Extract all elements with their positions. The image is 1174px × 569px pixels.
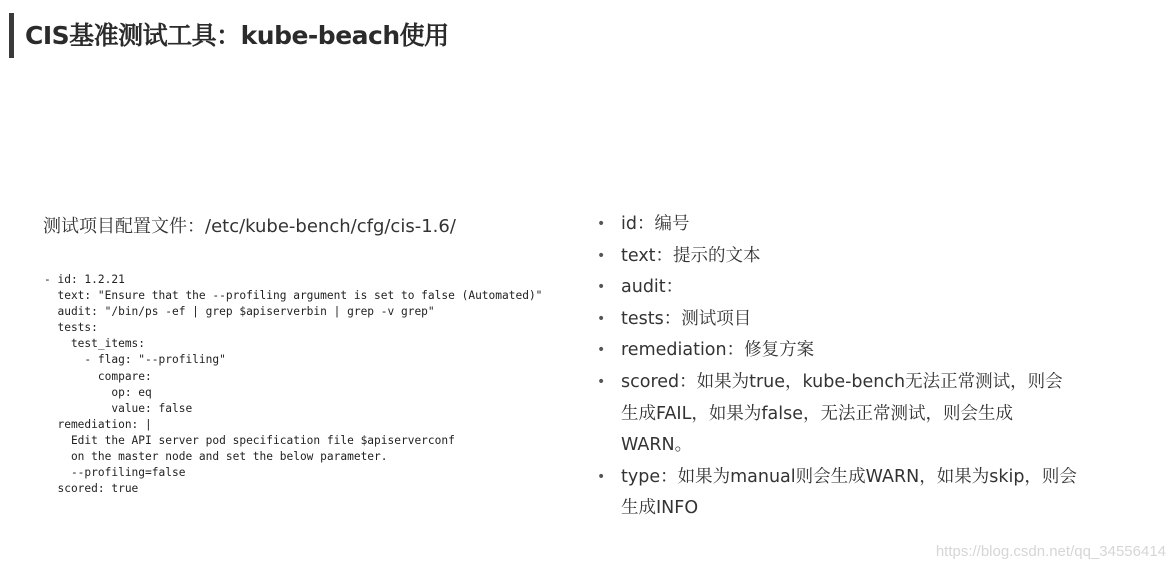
yaml-code-block [44,272,542,497]
list-item [597,209,1077,241]
bullet-icon: • [597,373,606,390]
bullet-text: audit： [621,277,684,298]
bullet-text: text：提示的文本 [621,245,761,266]
list-item [597,335,1077,367]
bullet-icon: • [597,468,606,485]
bullet-icon: • [597,216,606,232]
list-item [597,462,1077,525]
code-line: test_items: [44,337,146,351]
code-line: tests: [44,321,98,335]
bullet-icon: • [597,279,606,296]
code-line: - id: 1.2.21 [44,273,125,286]
bullet-text: type：如果为manual则会生成WARN，如果为skip，则会生成INFO [621,466,1077,519]
field-description-list [597,209,1077,525]
code-line: Edit the API server pod specification file $apiserverconf [44,433,455,447]
code-line: --profiling=false [44,466,186,480]
list-item [597,241,1077,273]
code-line: on the master node and set the below parameter. [44,450,388,464]
bullet-text: tests：测试项目 [621,308,752,329]
bullet-text: remediation：修复方案 [621,340,815,361]
bullet-text: id：编号 [621,214,690,234]
code-line: op: eq [44,385,152,399]
list-item [597,272,1077,304]
code-line: - flag: "--profiling" [44,353,226,367]
code-line: compare: [44,369,152,383]
bullet-text: scored：如果为true，kube-bench无法正常测试，则会生成FAIL，如果为false，无法正常测试，则会生成WARN。 [621,371,1063,456]
code-line: scored: true [44,482,139,496]
code-line: remediation: | [44,417,152,431]
list-item [597,367,1077,462]
title-accent-bar [9,13,14,58]
watermark-url: https://blog.csdn.net/qq_34556414 [935,543,1166,560]
config-file-label: 测试项目配置文件：/etc/kube-bench/cfg/cis-1.6/ [43,216,456,237]
code-line: audit: "/bin/ps -ef | grep $apiserverbin | grep -v grep" [44,305,435,319]
bullet-icon: • [597,342,606,359]
page-title: CIS基准测试工具：kube-beach使用 [25,21,449,50]
bullet-icon: • [597,247,606,264]
code-line: text: "Ensure that the --profiling argument is set to false (Automated)" [44,289,543,303]
code-line: value: false [44,401,193,415]
bullet-icon: • [597,310,606,327]
list-item [597,304,1077,336]
